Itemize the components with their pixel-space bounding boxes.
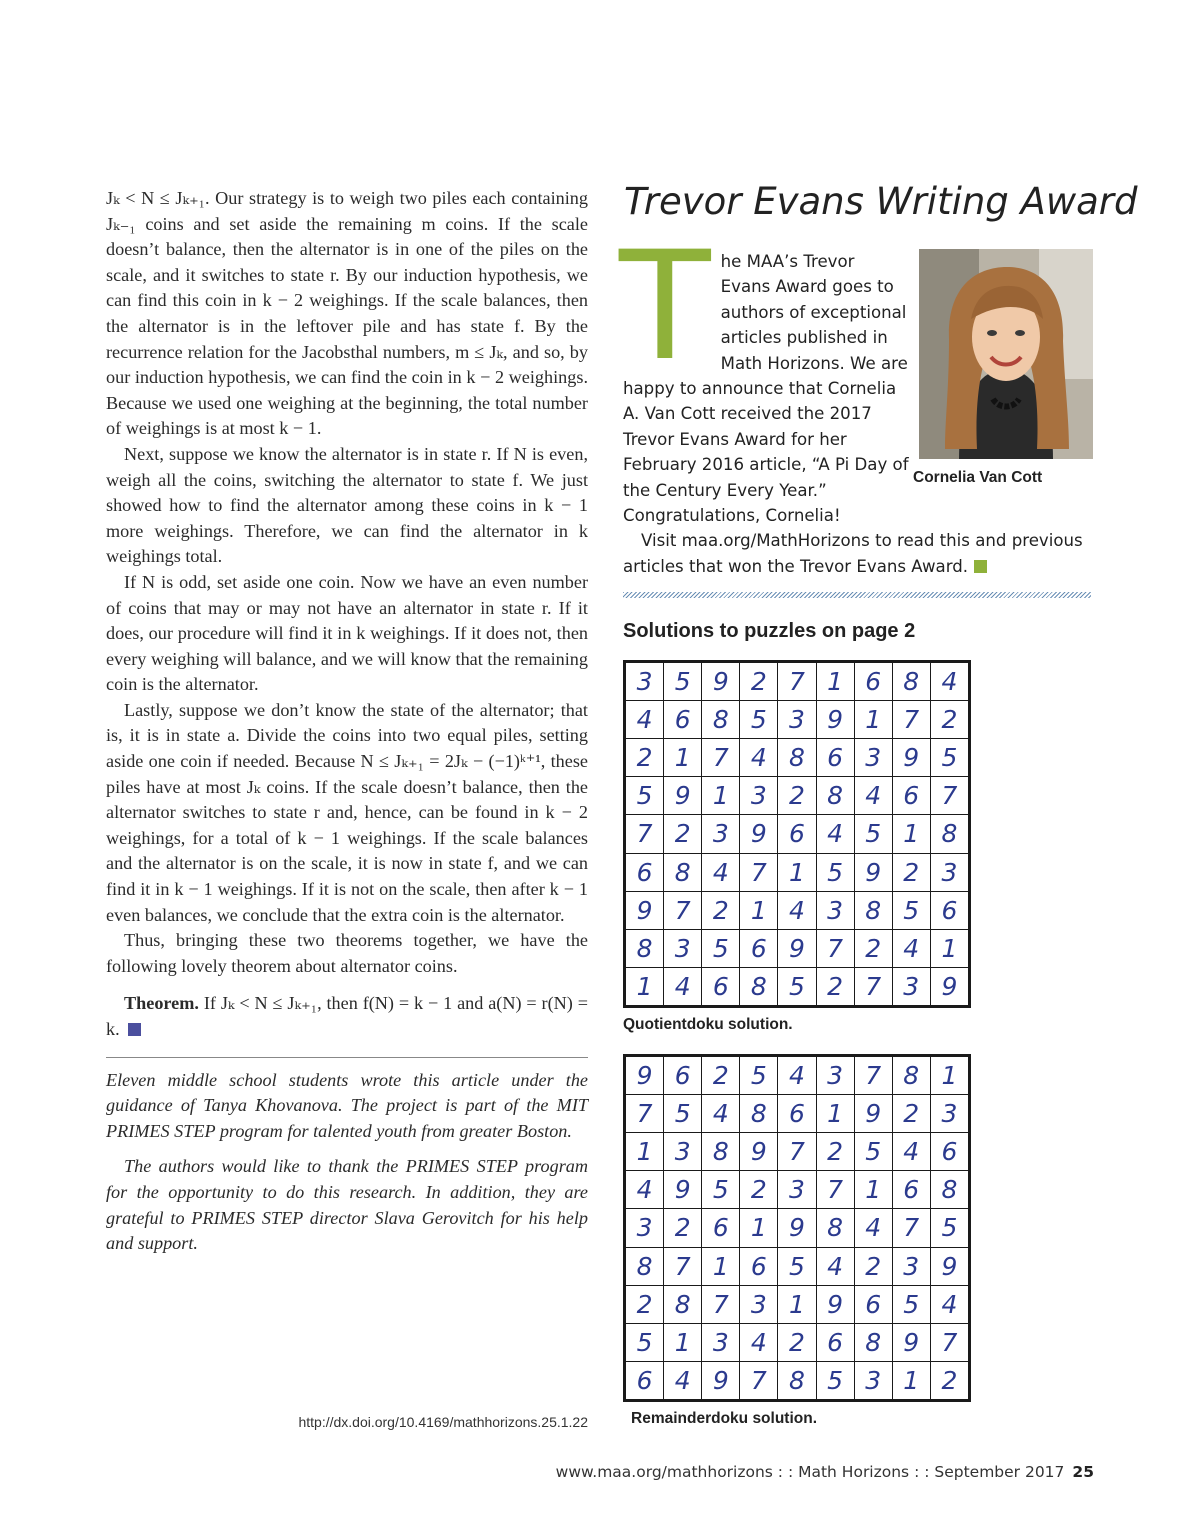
theorem-text: If Jₖ < N ≤ Jₖ₊₁, then f(N) = k − 1 and a(N) = r(N) = k.	[106, 993, 589, 1039]
grid-cell: 7	[625, 1095, 664, 1133]
grid-cell: 5	[892, 891, 930, 929]
grid-cell: 9	[740, 1133, 778, 1171]
grid-cell: 5	[664, 1095, 702, 1133]
grid-cell: 2	[625, 1285, 664, 1323]
grid-cell: 6	[702, 1209, 740, 1247]
grid-row	[625, 1247, 970, 1285]
grid-cell: 9	[625, 1056, 664, 1095]
grid-cell: 2	[778, 1323, 816, 1361]
grid-cell: 1	[854, 1171, 892, 1209]
grid-cell: 1	[930, 1056, 969, 1095]
grid-cell: 6	[740, 1247, 778, 1285]
page-number: 25	[1072, 1463, 1094, 1481]
grid-cell: 2	[854, 1247, 892, 1285]
grid-cell: 6	[854, 1285, 892, 1323]
grid-cell: 2	[816, 1133, 854, 1171]
grid-cell: 6	[664, 701, 702, 739]
grid-cell: 1	[854, 701, 892, 739]
grid-cell: 3	[664, 929, 702, 967]
grid-cell: 2	[664, 815, 702, 853]
grid-cell: 3	[740, 1285, 778, 1323]
grid-cell: 4	[778, 1056, 816, 1095]
grid-cell: 2	[930, 701, 969, 739]
grid-cell: 3	[778, 701, 816, 739]
grid-row	[625, 1285, 970, 1323]
grid-cell: 5	[930, 739, 969, 777]
award-paragraph-2-text: Visit maa.org/MathHorizons to read this and previous articles that won the Trevor Evans Award.	[623, 531, 1083, 576]
grid-cell: 8	[740, 1095, 778, 1133]
grid-cell: 8	[816, 1209, 854, 1247]
grid-cell: 7	[816, 929, 854, 967]
award-paragraph-1: he MAA’s Trevor Evans Award goes to authors of exceptional articles published in Math Horizons. We are happy to announce that Cornelia A. Van Cott received the 2017 Trevor Evans Award for her February 2016 article, “A Pi Day of the Century Every Year.” Congratulations, Cornelia!	[623, 252, 909, 526]
grid-cell: 3	[854, 739, 892, 777]
end-of-proof-square-icon	[128, 1023, 141, 1036]
grid-row	[625, 1133, 970, 1171]
remainderdoku-grid	[623, 1054, 971, 1402]
grid-cell: 7	[892, 701, 930, 739]
grid-cell: 2	[930, 1361, 969, 1400]
grid-cell: 5	[854, 1133, 892, 1171]
grid-cell: 4	[854, 1209, 892, 1247]
quotientdoku-caption: Quotientdoku solution.	[623, 1016, 793, 1033]
grid-cell: 6	[930, 1133, 969, 1171]
grid-cell: 5	[702, 929, 740, 967]
grid-cell: 7	[740, 853, 778, 891]
grid-cell: 3	[740, 777, 778, 815]
grid-cell: 1	[740, 1209, 778, 1247]
award-section	[619, 220, 1093, 579]
grid-cell: 1	[778, 853, 816, 891]
grid-cell: 5	[625, 1323, 664, 1361]
grid-cell: 1	[892, 1361, 930, 1400]
grid-cell: 2	[740, 662, 778, 701]
grid-cell: 3	[816, 891, 854, 929]
grid-cell: 5	[778, 1247, 816, 1285]
grid-row	[625, 1209, 970, 1247]
grid-cell: 4	[740, 739, 778, 777]
grid-cell: 6	[854, 662, 892, 701]
grid-cell: 3	[930, 853, 969, 891]
grid-cell: 1	[625, 1133, 664, 1171]
grid-cell: 9	[930, 967, 969, 1006]
grid-cell: 1	[816, 1095, 854, 1133]
theorem-label: Theorem.	[124, 993, 199, 1014]
grid-cell: 3	[892, 967, 930, 1006]
article-paragraph-4: Lastly, suppose we don’t know the state of the alternator; that is, it is in state a. Divide the coins into two equal piles, setting aside one coin if needed. Because N ≤ Jₖ₊₁ = 2Jₖ − (−1)ᵏ⁺¹, these piles have at most Jₖ coins. If the scale doesn’t balance, then the alternator switches to state r and, hence, can be found in k − 2 weighings, for a total of k − 1 weighings. If the scale balances and the alternator is on the scale, it is now in state f, and we can find it in k − 1 weighings. If it is not on the scale, then after k − 1 even balances, we conclude that the extra coin is the alternator.	[106, 699, 588, 925]
grid-cell: 5	[892, 1285, 930, 1323]
grid-row	[625, 853, 970, 891]
grid-cell: 1	[702, 777, 740, 815]
grid-cell: 7	[664, 891, 702, 929]
grid-cell: 1	[892, 815, 930, 853]
grid-cell: 9	[702, 1361, 740, 1400]
article-column	[106, 186, 588, 1257]
article-paragraph-5: Thus, bringing these two theorems together, we have the following lovely theorem about alternator coins.	[106, 930, 588, 976]
author-note-2: The authors would like to thank the PRIMES STEP program for the opportunity to do this research. In addition, they are grateful to PRIMES STEP director Slava Gerovitch for his help and support.	[106, 1156, 588, 1254]
grid-cell: 8	[892, 662, 930, 701]
grid-cell: 8	[930, 815, 969, 853]
grid-cell: 9	[930, 1247, 969, 1285]
grid-cell: 1	[816, 662, 854, 701]
grid-cell: 8	[664, 853, 702, 891]
grid-cell: 7	[816, 1171, 854, 1209]
article-paragraph-3: If N is odd, set aside one coin. Now we have an even number of coins that may or may not have an alternator in state r. If it does, our procedure will find it in k weighings. If it does not, then every weighing will balance, and we will know that the remaining coin is the alternator.	[106, 571, 588, 695]
grid-cell: 9	[740, 815, 778, 853]
grid-cell: 2	[702, 1056, 740, 1095]
grid-cell: 9	[778, 929, 816, 967]
grid-cell: 2	[816, 967, 854, 1006]
grid-cell: 4	[854, 777, 892, 815]
grid-cell: 8	[740, 967, 778, 1006]
grid-cell: 5	[816, 1361, 854, 1400]
grid-cell: 2	[892, 1095, 930, 1133]
grid-cell: 8	[854, 891, 892, 929]
remainderdoku-caption: Remainderdoku solution.	[631, 1410, 818, 1427]
grid-cell: 2	[664, 1209, 702, 1247]
grid-cell: 8	[625, 929, 664, 967]
photo-caption: Cornelia Van Cott	[913, 469, 1043, 486]
grid-cell: 7	[778, 1133, 816, 1171]
grid-cell: 2	[625, 739, 664, 777]
grid-row	[625, 1095, 970, 1133]
grid-cell: 4	[664, 1361, 702, 1400]
cornelia-van-cott-photo	[919, 249, 1093, 459]
grid-cell: 4	[816, 1247, 854, 1285]
photo-block	[913, 249, 1093, 490]
footer-text: www.maa.org/mathhorizons : : Math Horizons : : September 2017	[555, 1463, 1065, 1481]
grid-cell: 9	[892, 739, 930, 777]
grid-cell: 9	[854, 1095, 892, 1133]
grid-row	[625, 929, 970, 967]
grid-cell: 7	[702, 739, 740, 777]
grid-cell: 1	[740, 891, 778, 929]
grid-cell: 1	[702, 1247, 740, 1285]
grid-cell: 8	[702, 1133, 740, 1171]
grid-cell: 6	[625, 853, 664, 891]
grid-cell: 6	[930, 891, 969, 929]
grid-cell: 4	[816, 815, 854, 853]
grid-cell: 3	[892, 1247, 930, 1285]
grid-cell: 2	[892, 853, 930, 891]
grid-cell: 9	[702, 662, 740, 701]
grid-row	[625, 739, 970, 777]
grid-cell: 6	[892, 777, 930, 815]
grid-cell: 3	[625, 662, 664, 701]
solutions-title: Solutions to puzzles on page 2	[623, 620, 916, 642]
grid-cell: 1	[930, 929, 969, 967]
grid-cell: 3	[702, 815, 740, 853]
grid-row	[625, 777, 970, 815]
grid-cell: 4	[664, 967, 702, 1006]
grid-cell: 5	[740, 1056, 778, 1095]
grid-cell: 8	[664, 1285, 702, 1323]
grid-cell: 2	[778, 777, 816, 815]
grid-cell: 9	[892, 1323, 930, 1361]
grid-row	[625, 815, 970, 853]
grid-cell: 7	[625, 815, 664, 853]
grid-cell: 6	[702, 967, 740, 1006]
grid-row	[625, 1361, 970, 1400]
grid-cell: 6	[778, 1095, 816, 1133]
notes-divider	[106, 1057, 588, 1058]
section-divider	[623, 592, 1091, 598]
grid-cell: 7	[930, 1323, 969, 1361]
grid-cell: 5	[778, 967, 816, 1006]
grid-cell: 5	[702, 1171, 740, 1209]
grid-cell: 4	[702, 1095, 740, 1133]
grid-cell: 2	[740, 1171, 778, 1209]
grid-cell: 4	[625, 701, 664, 739]
grid-cell: 8	[702, 701, 740, 739]
grid-cell: 3	[930, 1095, 969, 1133]
grid-cell: 8	[854, 1323, 892, 1361]
grid-cell: 8	[778, 739, 816, 777]
grid-row	[625, 967, 970, 1006]
grid-cell: 6	[664, 1056, 702, 1095]
grid-cell: 9	[816, 1285, 854, 1323]
grid-cell: 7	[740, 1361, 778, 1400]
grid-cell: 5	[664, 662, 702, 701]
grid-cell: 6	[740, 929, 778, 967]
grid-cell: 6	[625, 1361, 664, 1400]
grid-cell: 1	[664, 1323, 702, 1361]
grid-cell: 7	[702, 1285, 740, 1323]
grid-cell: 5	[930, 1209, 969, 1247]
end-square-icon	[974, 560, 987, 573]
grid-row	[625, 701, 970, 739]
grid-cell: 2	[854, 929, 892, 967]
grid-cell: 3	[664, 1133, 702, 1171]
grid-cell: 7	[854, 967, 892, 1006]
grid-cell: 7	[892, 1209, 930, 1247]
grid-cell: 5	[625, 777, 664, 815]
grid-cell: 8	[930, 1171, 969, 1209]
grid-cell: 9	[854, 853, 892, 891]
grid-cell: 4	[625, 1171, 664, 1209]
grid-cell: 1	[664, 739, 702, 777]
grid-cell: 4	[778, 891, 816, 929]
grid-cell: 9	[778, 1209, 816, 1247]
grid-cell: 4	[930, 1285, 969, 1323]
grid-cell: 4	[892, 929, 930, 967]
grid-cell: 7	[854, 1056, 892, 1095]
grid-cell: 5	[816, 853, 854, 891]
award-title: Trevor Evans Writing Award	[624, 180, 1138, 223]
grid-cell: 4	[930, 662, 969, 701]
grid-cell: 2	[702, 891, 740, 929]
grid-cell: 6	[816, 1323, 854, 1361]
grid-cell: 3	[854, 1361, 892, 1400]
grid-cell: 8	[625, 1247, 664, 1285]
grid-cell: 9	[664, 777, 702, 815]
grid-cell: 6	[816, 739, 854, 777]
grid-cell: 9	[625, 891, 664, 929]
article-paragraph-2: Next, suppose we know the alternator is in state r. If N is even, weigh all the coins, switching the alternator to state f. We just showed how to find the alternator among these coins in k − 1 more weighings. Therefore, we can find the alternator in k weighings total.	[106, 443, 588, 567]
grid-cell: 5	[740, 701, 778, 739]
quotientdoku-grid	[623, 660, 971, 1008]
grid-cell: 9	[664, 1171, 702, 1209]
grid-row	[625, 1323, 970, 1361]
page-footer	[556, 1463, 1094, 1481]
grid-row	[625, 1171, 970, 1209]
grid-cell: 5	[854, 815, 892, 853]
doi-link[interactable]: http://dx.doi.org/10.4169/mathhorizons.25.1.22	[298, 1414, 588, 1430]
grid-row	[625, 1056, 970, 1095]
grid-cell: 7	[930, 777, 969, 815]
grid-cell: 8	[892, 1056, 930, 1095]
grid-cell: 9	[816, 701, 854, 739]
grid-row	[625, 891, 970, 929]
grid-row	[625, 662, 970, 701]
grid-cell: 7	[778, 662, 816, 701]
grid-cell: 1	[625, 967, 664, 1006]
grid-cell: 3	[816, 1056, 854, 1095]
award-paragraph-2	[623, 528, 1093, 579]
theorem	[106, 991, 588, 1042]
grid-cell: 6	[778, 815, 816, 853]
grid-cell: 4	[892, 1133, 930, 1171]
author-note-1: Eleven middle school students wrote this article under the guidance of Tanya Khovanova. The project is part of the MIT PRIMES STEP program for talented youth from greater Boston.	[106, 1069, 588, 1141]
article-paragraph-1: Jₖ < N ≤ Jₖ₊₁. Our strategy is to weigh two piles each containing Jₖ₋₁ coins and set aside the remaining m coins. If the scale doesn’t balance, then the alternator is in one of the piles on the scale, and it switches to state r. By our induction hypothesis, we can find this coin in k − 2 weighings. If the scale balances, then the alternator is in the leftover pile and has state f. By the recurrence relation for the Jacobsthal numbers, m ≤ Jₖ, and so, by our induction hypothesis, we can find the coin in k − 2 weighings. Because we used one weighing at the beginning, the total number of weighings is at most k − 1.	[106, 188, 588, 439]
drop-cap: T	[619, 220, 711, 394]
grid-cell: 8	[778, 1361, 816, 1400]
grid-cell: 4	[740, 1323, 778, 1361]
grid-cell: 1	[778, 1285, 816, 1323]
grid-cell: 3	[702, 1323, 740, 1361]
grid-cell: 7	[664, 1247, 702, 1285]
grid-cell: 8	[816, 777, 854, 815]
grid-cell: 3	[625, 1209, 664, 1247]
grid-cell: 3	[778, 1171, 816, 1209]
grid-cell: 6	[892, 1171, 930, 1209]
grid-cell: 4	[702, 853, 740, 891]
